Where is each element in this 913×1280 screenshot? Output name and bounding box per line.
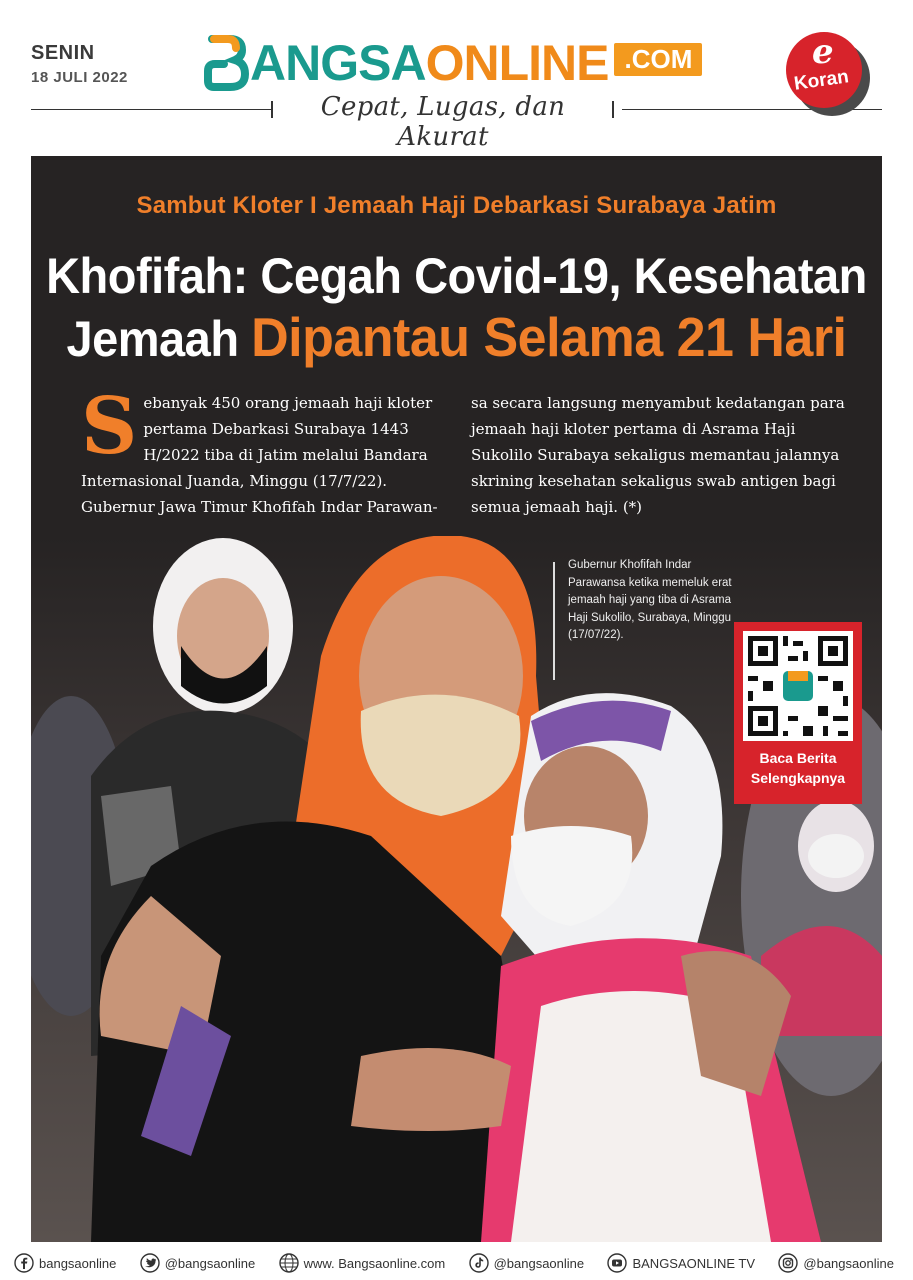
tagline: Cepat, Lugas, dan Akurat [320, 92, 566, 152]
qr-code-icon [743, 631, 853, 741]
footer-twitter[interactable]: @bangsaonline [140, 1253, 256, 1273]
social-footer [14, 1252, 894, 1274]
lead-text-col1: ebanyak 450 orang jemaah haji kloter pertama Debarkasi Surabaya 1443 H/2022 tiba di Jatim melalui Bandara Internasional Juanda, Minggu (17/7/22). Gubernur Jawa Timur Khofifah Indar Parawan- [81, 394, 438, 516]
masthead-rule-tick-left [271, 101, 273, 118]
tiktok-icon [469, 1253, 489, 1273]
headline-line2-highlight: Dipantau Selama 21 Hari [251, 307, 847, 369]
footer-tiktok[interactable]: @bangsaonline [469, 1253, 585, 1273]
logo-com-tag: .COM [614, 43, 702, 76]
caption-divider [553, 562, 555, 680]
article-panel [31, 156, 882, 1242]
e-koran-letter: e [812, 32, 834, 72]
photo-caption: Gubernur Khofifah Indar Parawansa ketika memeluk erat jemaah haji yang tiba di Asrama Haji Sukolilo, Surabaya, Minggu (17/07/22). [568, 559, 732, 641]
footer-instagram[interactable]: @bangsaonline [778, 1253, 894, 1273]
edition-day: SENIN [31, 42, 95, 64]
headline-line1: Khofifah: Cegah Covid-19, Kesehatan [46, 247, 867, 304]
site-logo[interactable] [204, 34, 702, 92]
globe-icon [279, 1253, 299, 1273]
logo-wordmark: ANGSAONLINE [250, 35, 609, 91]
qr-label: Baca Berita Selengkapnya [750, 750, 846, 786]
twitter-icon [140, 1253, 160, 1273]
masthead-rule-tick-right [612, 101, 614, 118]
masthead-rule-left [31, 109, 271, 110]
drop-cap: S [81, 381, 138, 472]
article-kicker: Sambut Kloter I Jemaah Haji Debarkasi Surabaya Jatim [136, 192, 777, 219]
youtube-icon [607, 1253, 627, 1273]
e-koran-label: Koran [792, 66, 851, 95]
e-koran-badge[interactable] [786, 32, 866, 112]
article-headline [31, 244, 882, 369]
footer-youtube[interactable]: BANGSAONLINE TV [607, 1253, 755, 1273]
instagram-icon [778, 1253, 798, 1273]
footer-website[interactable]: www. Bangsaonline.com [279, 1253, 446, 1273]
facebook-icon [14, 1253, 34, 1273]
logo-b-mark-icon [204, 35, 250, 91]
edition-date: 18 JULI 2022 [31, 69, 128, 86]
headline-line2-white: Jemaah [66, 310, 252, 367]
qr-read-more[interactable] [734, 622, 862, 804]
lead-column-2: sa secara langsung menyambut kedatangan para jemaah haji kloter pertama di Asrama Haji Sukolilo Surabaya sekaligus memantau jalannya skrining kesehatan sekaligus swab antigen bagi semua jemaah haji. (*) [471, 394, 845, 516]
footer-facebook[interactable]: bangsaonline [14, 1253, 116, 1273]
lead-column-1 [81, 381, 457, 520]
